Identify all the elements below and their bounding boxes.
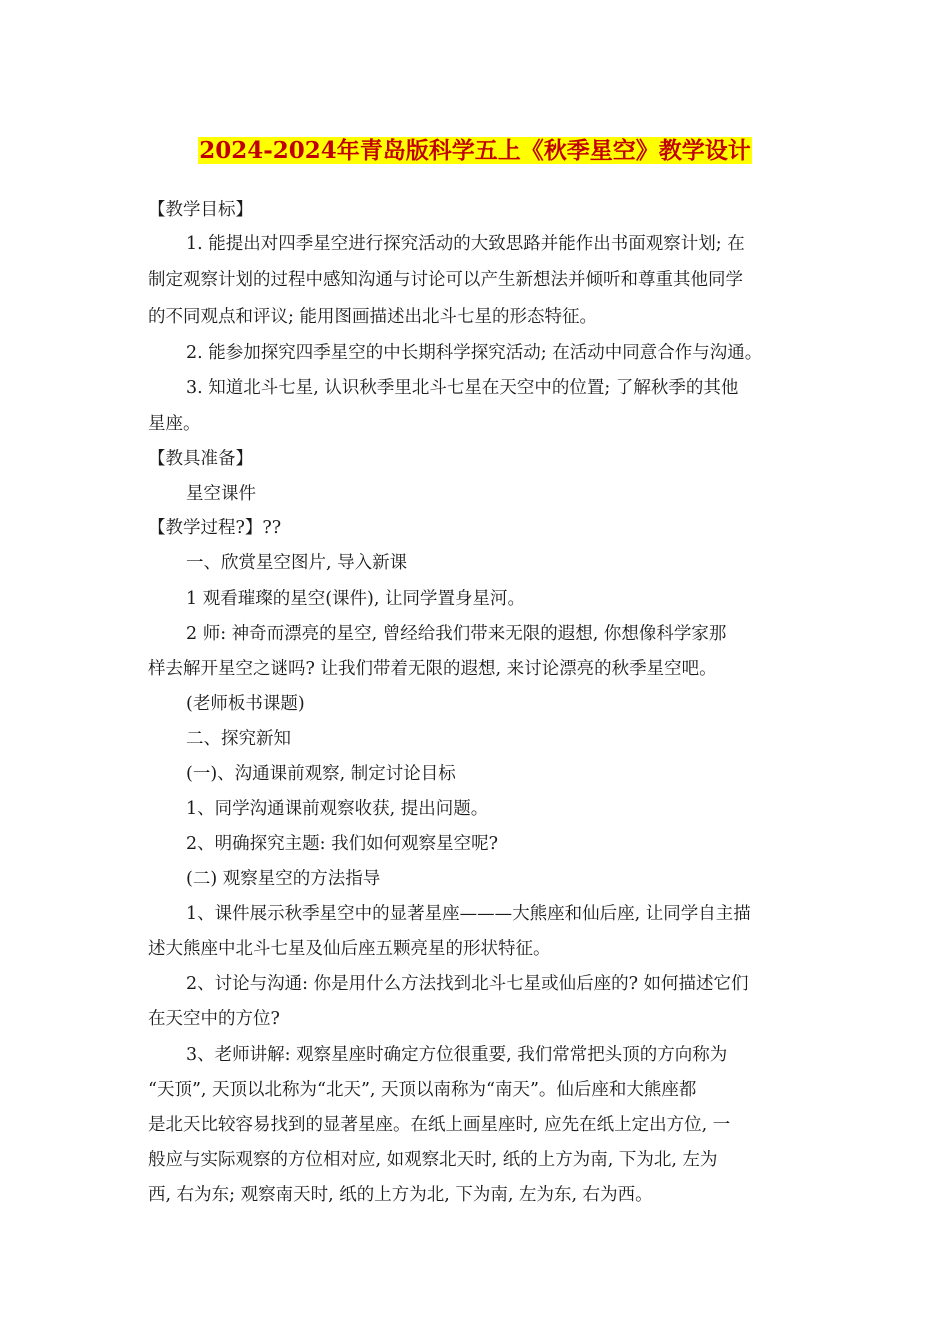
- paragraph-line: 星座。: [148, 414, 201, 434]
- paragraph-line: 1 观看璀璨的星空(课件), 让同学置身星河。: [186, 589, 525, 609]
- paragraph-line: 样去解开星空之谜吗? 让我们带着无限的遐想, 来讨论漂亮的秋季星空吧。: [148, 659, 717, 679]
- paragraph-line: 二、探究新知: [186, 729, 291, 749]
- paragraph-line: 在天空中的方位?: [148, 1009, 280, 1029]
- paragraph-line: “天顶”, 天顶以北称为“北天”, 天顶以南称为“南天”。仙后座和大熊座都: [148, 1080, 697, 1100]
- section-heading-process: 【教学过程?】??: [148, 518, 282, 538]
- paragraph-line: 般应与实际观察的方位相对应, 如观察北天时, 纸的上方为南, 下为北, 左为: [148, 1150, 718, 1170]
- paragraph-line: 是北天比较容易找到的显著星座。在纸上画星座时, 应先在纸上定出方位, 一: [148, 1115, 731, 1135]
- paragraph-line: 制定观察计划的过程中感知沟通与讨论可以产生新想法并倾听和尊重其他同学: [148, 270, 743, 290]
- paragraph-line: 2、讨论与沟通: 你是用什么方法找到北斗七星或仙后座的? 如何描述它们: [186, 974, 749, 994]
- paragraph-line: 2. 能参加探究四季星空的中长期科学探究活动; 在活动中同意合作与沟通。: [186, 343, 763, 363]
- paragraph-line: 星空课件: [186, 484, 256, 504]
- document-title: [0, 136, 950, 166]
- paragraph-line: 1. 能提出对四季星空进行探究活动的大致思路并能作出书面观察计划; 在: [186, 234, 745, 254]
- section-heading-objectives: 【教学目标】: [148, 200, 253, 220]
- paragraph-line: 的不同观点和评议; 能用图画描述出北斗七星的形态特征。: [148, 307, 597, 327]
- paragraph-line: (一)、沟通课前观察, 制定讨论目标: [186, 764, 456, 784]
- paragraph-line: (二) 观察星空的方法指导: [186, 869, 381, 889]
- paragraph-line: (老师板书课题): [186, 694, 305, 714]
- paragraph-line: 1、同学沟通课前观察收获, 提出问题。: [186, 799, 489, 819]
- paragraph-line: 2、明确探究主题: 我们如何观察星空呢?: [186, 834, 498, 854]
- paragraph-line: 2 师: 神奇而漂亮的星空, 曾经给我们带来无限的遐想, 你想像科学家那: [186, 624, 727, 644]
- paragraph-line: 3. 知道北斗七星, 认识秋季里北斗七星在天空中的位置; 了解秋季的其他: [186, 378, 739, 398]
- paragraph-line: 述大熊座中北斗七星及仙后座五颗亮星的形状特征。: [148, 939, 551, 959]
- title-text: 2024-2024年青岛版科学五上《秋季星空》教学设计: [199, 137, 751, 164]
- paragraph-line: 1、课件展示秋季星空中的显著星座———大熊座和仙后座, 让同学自主描: [186, 904, 751, 924]
- paragraph-line: 3、老师讲解: 观察星座时确定方位很重要, 我们常常把头顶的方向称为: [186, 1045, 728, 1065]
- paragraph-line: 一、欣赏星空图片, 导入新课: [186, 553, 408, 573]
- section-heading-materials: 【教具准备】: [148, 449, 253, 469]
- paragraph-line: 西, 右为东; 观察南天时, 纸的上方为北, 下为南, 左为东, 右为西。: [148, 1185, 653, 1205]
